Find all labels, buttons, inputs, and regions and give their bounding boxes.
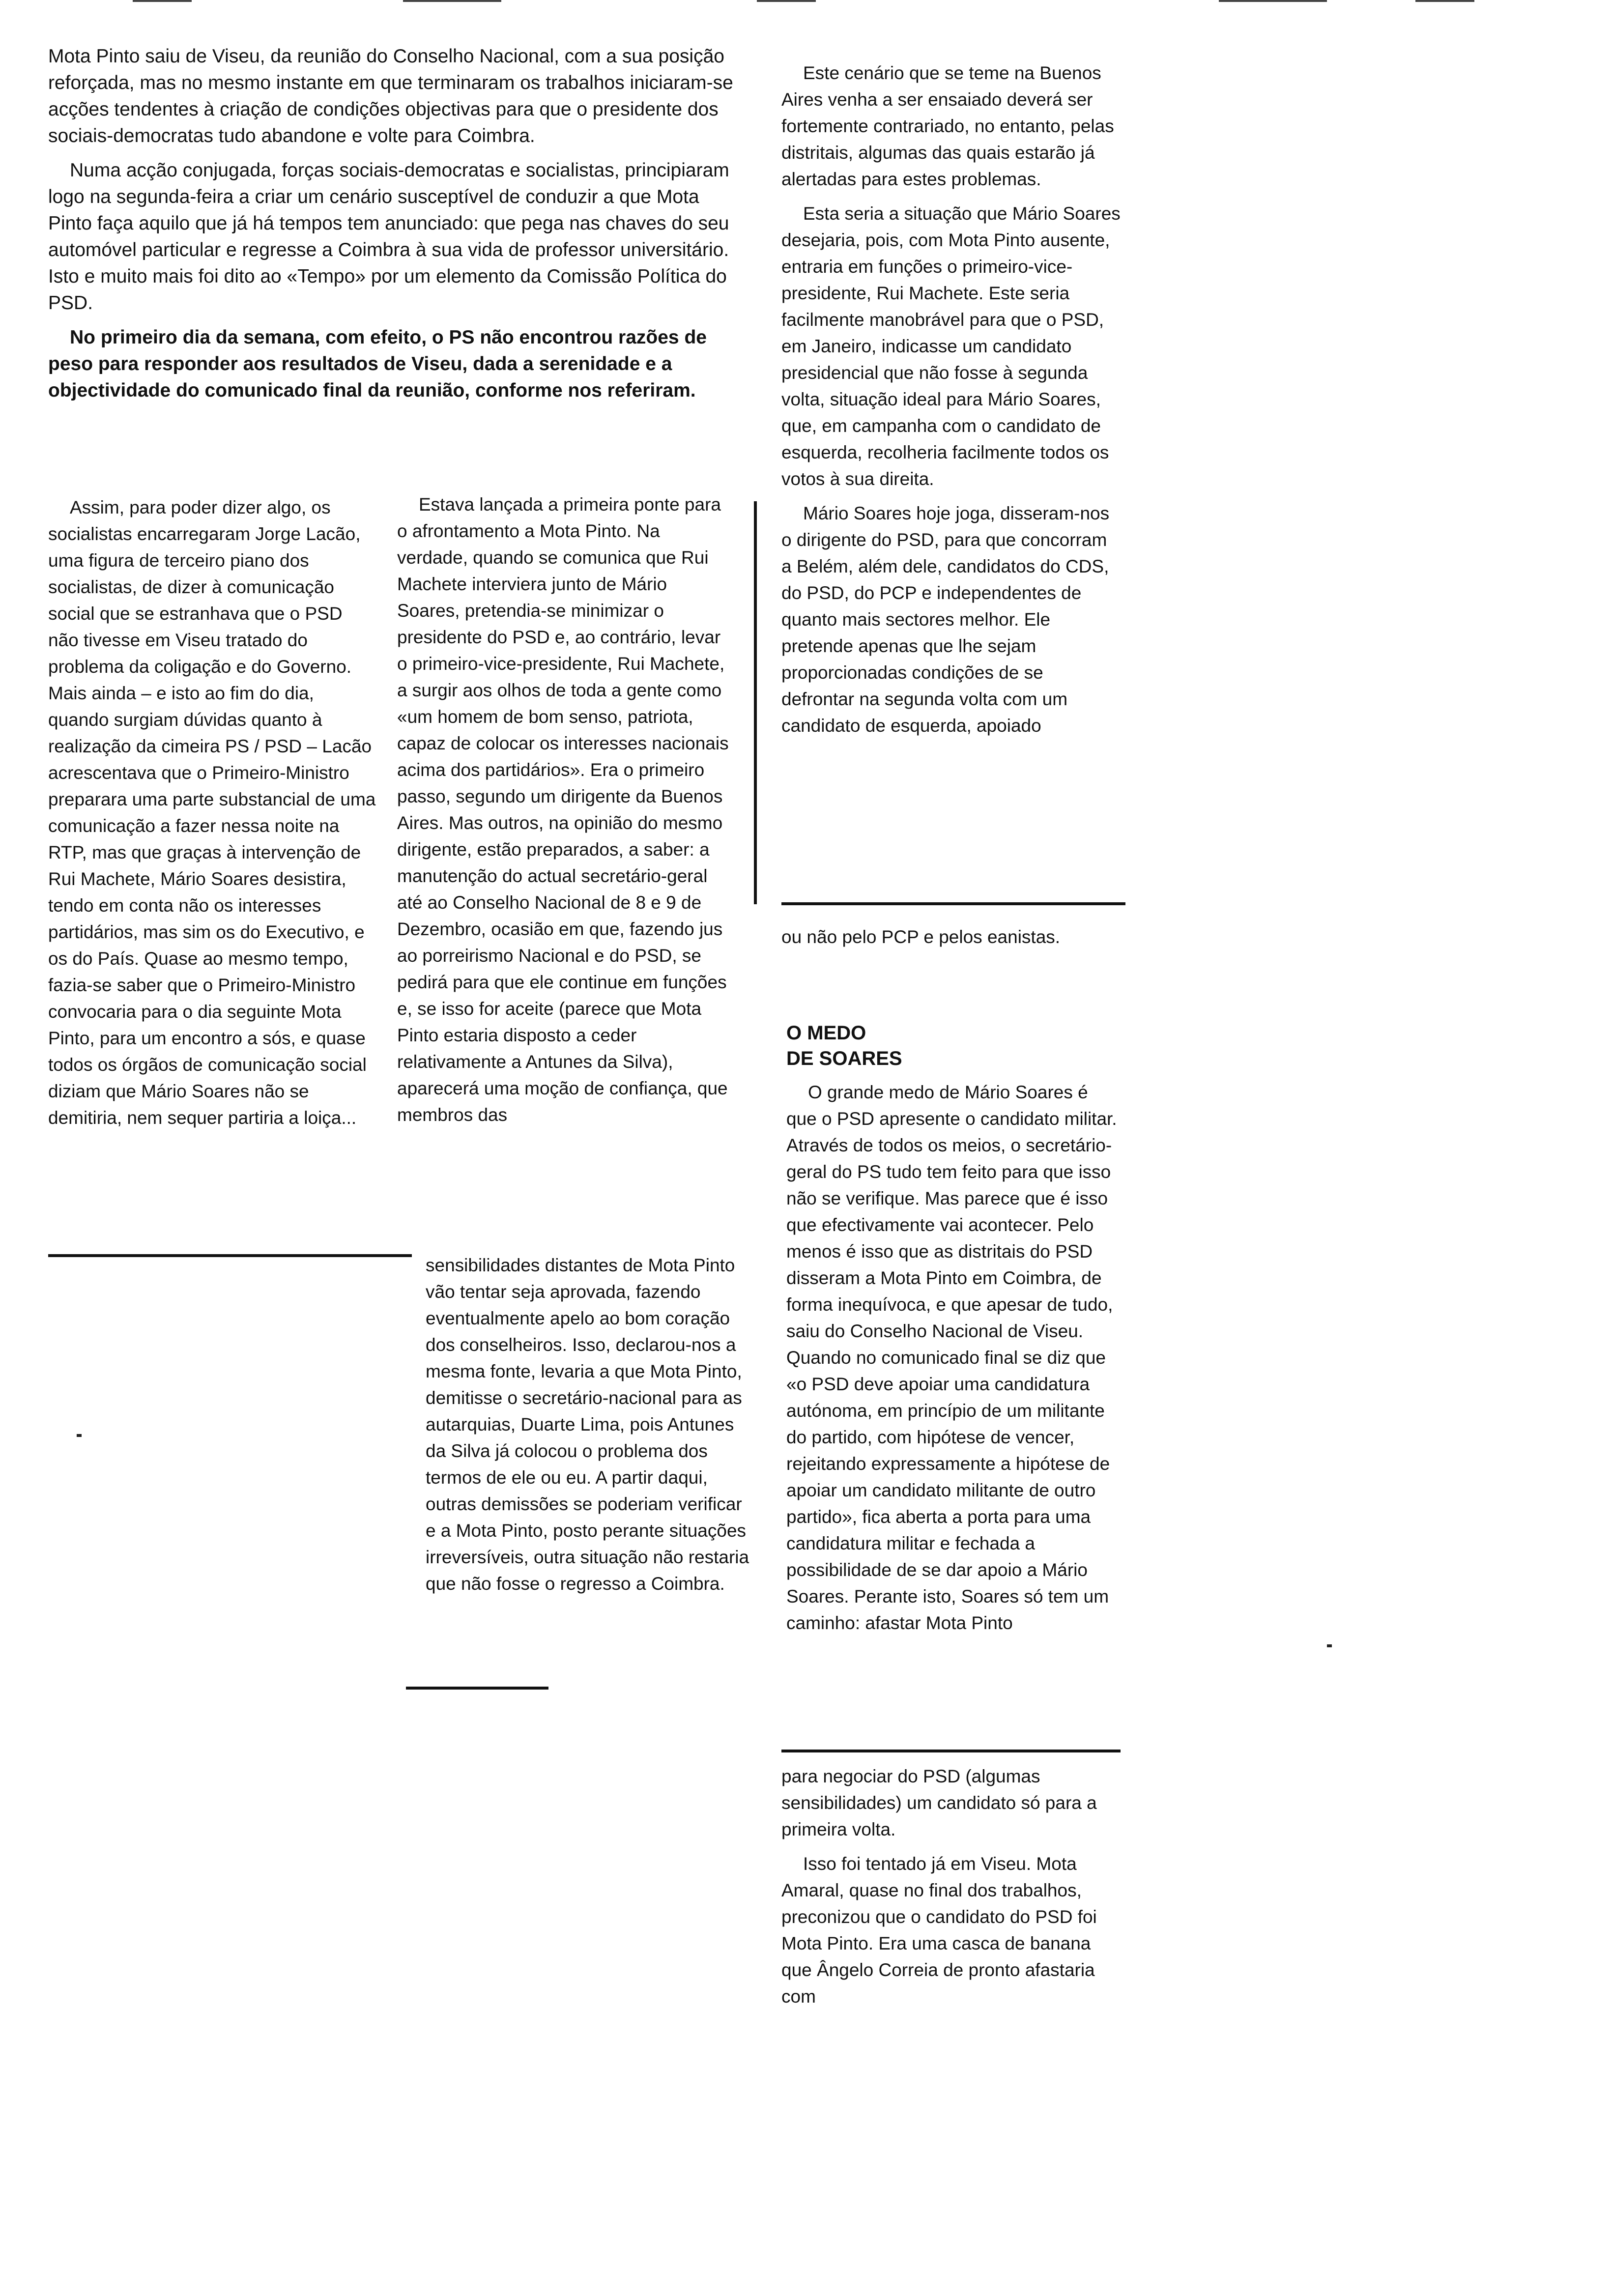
column-c-paragraph-5: O grande medo de Mário Soares é que o PSD apresente o candidato militar. Através de todos os meios, o secretário-geral do PS tudo tem feito para que isso não se verifique. Mas parece que é isso que efectivamente vai acontecer. Pelo menos é isso que as distritais do PSD disseram a Mota Pinto em Coimbra, de forma inequívoca, e que apesar de tudo, saiu do Conselho Nacional de Viseu. Quando no comunicado final se diz que «o PSD deve apoiar uma candidatura autónoma, em princípio de um militante do partido, com hipótese de vencer, rejeitando expressamente a hipótese de apoiar um candidato militante de outro partido», fica aberta a porta para uma candidatura militar e fechada a possibilidade de se dar apoio a Mário Soares. Perante isto, Soares só tem um caminho: afastar Mota Pinto <box>786 1082 1117 1633</box>
column-c-continued <box>781 924 1121 958</box>
lead-paragraph-1: Mota Pinto saiu de Viseu, da reunião do Conselho Nacional, com a sua posição reforçada, mas no mesmo instante em que terminaram os trabalhos iniciaram-se acções tendentes à criação de condições objectivas para que o presidente dos sociais-democratas tudo abandone e volte para Coimbra. <box>48 46 733 146</box>
column-c-tail <box>781 1763 1125 2018</box>
column-b-end-rule <box>406 1687 548 1690</box>
scan-edge-mark <box>403 0 501 2</box>
column-b <box>397 491 731 1136</box>
column-b-paragraph-2: sensibilidades distantes de Mota Pinto vão tentar seja aprovada, fazendo eventualmente apelo ao bom coração dos conselheiros. Isso, declarou-nos a mesma fonte, levaria a que Mota Pinto, demitisse o secretário-nacional para as autarquias, Duarte Lima, pois Antunes da Silva já colocou o problema dos termos de ele ou eu. A partir daqui, outras demissões se poderiam verificar e a Mota Pinto, posto perante situações irreversíveis, outra situação não restaria que não fosse o regresso a Coimbra. <box>426 1255 749 1594</box>
column-c-paragraph-3: Mário Soares hoje joga, disseram-nos o dirigente do PSD, para que concorram a Belém, além dele, candidatos do CDS, do PSD, do PCP e independentes de quanto mais sectores melhor. Ele pretende apenas que lhe sejam proporcionadas condições de se defrontar na segunda volta com um candidato de esquerda, apoiado <box>781 503 1110 736</box>
column-a-paragraph-1: Assim, para poder dizer algo, os socialistas encarregaram Jorge Lacão, uma figura de terceiro piano dos socialistas, de dizer à comunicação social que se estranhava que o PSD não tivesse em Viseu tratado do problema da coligação e do Governo. Mais ainda – e isto ao fim do dia, quando surgiam dúvidas quanto à realização da cimeira PS / PSD – Lacão acrescentava que o Primeiro-Ministro preparara uma parte substancial de uma comunicação a fazer nessa noite na RTP, mas que graças à intervenção de Rui Machete, Mário Soares desistira, tendo em conta não os interesses partidários, mas sim os do Executivo, e os do País. Quase ao mesmo tempo, fazia-se saber que o Primeiro-Ministro convocaria para o dia seguinte Mota Pinto, para um encontro a sós, e quase todos os órgãos de comunicação social diziam que Mário Soares não se demitiria, nem sequer partiria a loiça... <box>48 497 376 1128</box>
column-c-paragraph-1: Este cenário que se teme na Buenos Aires venha a ser ensaiado deverá ser fortemente contrariado, no entanto, pelas distritais, algumas das quais estarão já alertadas para estes problemas. <box>781 63 1114 189</box>
section-subheading: O MEDO DE SOARES <box>786 1022 902 1069</box>
lead-paragraph-2: Numa acção conjugada, forças sociais-democratas e socialistas, principiaram logo na segunda-feira a criar um cenário susceptível de conduzir a que Mota Pinto faça aquilo que já há tempos tem anunciado: que pega nas chaves do seu automóvel particular e regresse a Coimbra à sua vida de professor universitário. Isto e muito mais foi dito ao «Tempo» por um elemento da Comissão Política do PSD. <box>48 160 729 314</box>
column-c-paragraph-2: Esta seria a situação que Mário Soares desejaria, pois, com Mota Pinto ausente, entraria em funções o primeiro-vice-presidente, Rui Machete. Este seria facilmente manobrável para que o PSD, em Janeiro, indicasse um candidato presidencial que não fosse à segunda volta, situação ideal para Mário Soares, que, em campanha com o candidato de esquerda, recolheria facilmente todos os votos à sua direita. <box>781 203 1121 489</box>
column-c-paragraph-4: ou não pelo PCP e pelos eanistas. <box>781 927 1061 947</box>
column-a <box>48 494 377 1139</box>
column-divider <box>754 501 757 904</box>
lead-text <box>48 43 736 412</box>
column-c-section <box>786 1079 1121 1644</box>
lead-paragraph-3: No primeiro dia da semana, com efeito, o PS não encontrou razões de peso para responder aos resultados de Viseu, dada a serenidade e a objectividade do comunicado final da reunião, conforme nos referiram. <box>48 327 707 401</box>
column-c-paragraph-7: Isso foi tentado já em Viseu. Mota Amaral, quase no final dos trabalhos, preconizou que o candidato do PSD foi Mota Pinto. Era uma casca de banana que Ângelo Correia de pronto afastaria com <box>781 1854 1097 2007</box>
scan-speck <box>1327 1644 1332 1647</box>
column-c <box>781 60 1121 747</box>
column-c-paragraph-6: para negociar do PSD (algumas sensibilidades) um candidato só para a primeira volta. <box>781 1766 1097 1839</box>
column-c-section-rule <box>781 1750 1121 1752</box>
scan-edge-mark <box>757 0 816 2</box>
scan-speck <box>77 1434 82 1437</box>
column-c-break-rule <box>781 902 1125 905</box>
column-a-end-rule <box>48 1254 412 1257</box>
column-b-continued <box>426 1252 750 1605</box>
scan-edge-mark <box>1219 0 1327 2</box>
scan-edge-mark <box>133 0 192 2</box>
column-b-paragraph-1: Estava lançada a primeira ponte para o afrontamento a Mota Pinto. Na verdade, quando se comunica que Rui Machete interviera junto de Mário Soares, pretendia-se minimizar o presidente do PSD e, ao contrário, levar o primeiro-vice-presidente, Rui Machete, a surgir aos olhos de toda a gente como «um homem de bom senso, patriota, capaz de colocar os interesses nacionais acima dos partidários». Era o primeiro passo, segundo um dirigente da Buenos Aires. Mas outros, na opinião do mesmo dirigente, estão preparados, a saber: a manutenção do actual secretário-geral até ao Conselho Nacional de 8 e 9 de Dezembro, ocasião em que, fazendo jus ao porreirismo Nacional e do PSD, se pedirá para que ele continue em funções e, se isso for aceite (parece que Mota Pinto estaria disposto a ceder relativamente a Antunes da Silva), aparecerá uma moção de confiança, que membros das <box>397 494 729 1125</box>
scan-edge-mark <box>1415 0 1474 2</box>
